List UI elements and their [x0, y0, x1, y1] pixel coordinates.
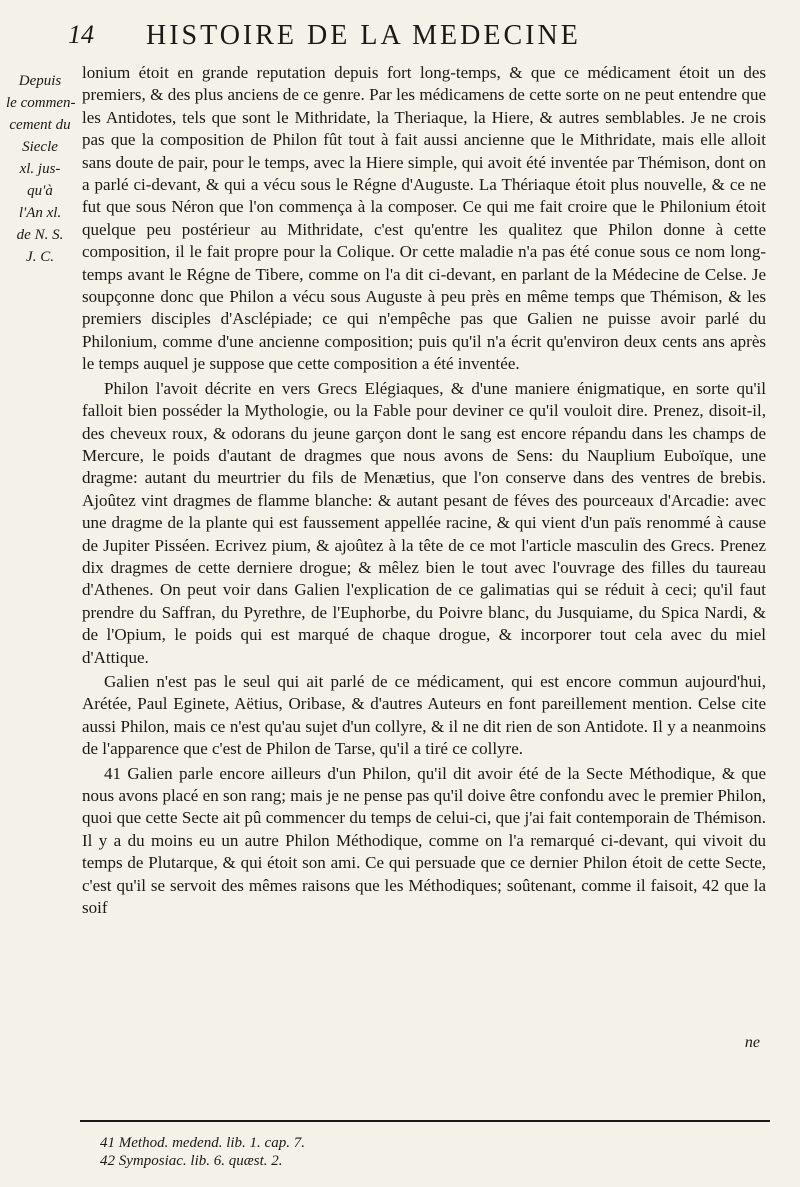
paragraph: 41 Galien parle encore ailleurs d'un Philon, qu'il dit avoir été de la Secte Méthodique, & que nous avons placé en son rang; mais je ne pense pas qu'il doive être confondu avec le premier Philon, quoi que cette Secte ait pû commencer du temps de celui-ci, que j'ai fait contemporain de Thémison. Il y a du moins eu un autre Philon Méthodique, comme on l'a remarqué ci-devant, qui vivoit du temps de Plutarque, & qui étoit son ami. Ce qui persuade que ce dernier Philon étoit de cette Secte, c'est qu'il se servoit des mêmes raisons que les Méthodiques; soûtenant, comme il faisoit, 42 que la soif	[82, 763, 766, 918]
page-header	[68, 14, 768, 54]
footnote-divider	[80, 1120, 770, 1122]
paragraph: lonium étoit en grande reputation depuis fort long-temps, & que ce médicament étoit un des premiers, & des plus anciens de ce genre. Par les médicamens de cette sorte on ne peut entendre que les Antidotes, tels que sont le Mithridate, la Theriaque, la Hiere, & autres semblables. Je ne crois pas que la composition de Philon fût tout à fait aussi ancienne que le Mithridate, mais elle alloit sans doute de pair, pour le temps, avec la Hiere simple, qui avoit été inventée par Thémison, dont on a parlé ci-devant, & qui a vécu sous le Régne d'Auguste. La Thériaque étoit plus nouvelle, & ce ne fut que sous Néron que l'on commença à la composer. Ce qui me fait croire que le Philonium étoit quelque peu postérieur au Mithridate, c'est qu'entre les qualitez que Philon donne à cette composition, il le fait propre pour la Colique. Or cette maladie n'a pas été conue sous ce nom long-temps avant le Régne de Tibere, comme on l'a dit ci-devant, en parlant de la Médecine de Celse. Je soupçonne donc que Philon a vécu sous Auguste à peu près en même temps que Thémison, & les premiers disciples d'Asclépiade; ce qui n'empêche pas que Galien ne puisse avoir parlé du Philonium, comme d'une ancienne composition; puis qu'il n'a écrit qu'environ deux cents ans après le temps auquel je suppose que cette composition a été inventée.	[82, 63, 766, 374]
page-number: 14	[68, 20, 94, 49]
margin-note-line: Depuis	[18, 73, 62, 89]
paragraph: Philon l'avoit décrite en vers Grecs Elégiaques, & d'une maniere énigmatique, en sorte qu'il falloit bien posséder la Mythologie, ou la Fable pour deviner ce qu'il vouloit dire. Prenez, disoit-il, des cheveux roux, & odorans du jeune garçon dont le sang est encore répandu dans les champs de Mercure, le poids d'autant de dragmes que nous avons de Sens: du Nauplium Euboïque, une dragme: autant du meurtrier du fils de Menætius, que l'on conserve dans des ventres de brebis. Ajoûtez vint dragmes de flamme blanche: & autant pesant de féves des pourceaux d'Arcadie: avec une dragme de la plante qui est faussement appellée racine, & qui vient d'un païs renommé à cause de Jupiter Pisséen. Ecrivez pium, & ajoûtez à la tête de ce mot l'article masculin des Grecs. Prenez dix dragmes de cette derniere drogue; & mêlez bien le tout avec l'ouvrage des filles du taureau d'Athenes. On peut voir dans Galien l'explication de ce galimatias qui se réduit à ceci; qu'il faut prendre du Saffran, du Pyrethre, de l'Euphorbe, du Poivre blanc, du Jusquiame, du Spica Nardi, & de l'Opium, le poids qui est marqué de chaque drogue, & incorporer tout cela avec du miel d'Attique.	[82, 378, 766, 667]
paragraph: Galien n'est pas le seul qui ait parlé de ce médicament, qui est encore commun aujourd'hui, Arétée, Paul Eginete, Aëtius, Oribase, & d'autres Auteurs en font pareillement mention. Celse cite aussi Philon, mais ce n'est qu'au sujet d'un collyre, & il ne dit rien de son Antidote. Il y a neanmoins de l'apparence que c'est de Philon de Tarse, qu'il a tiré ce collyre.	[82, 671, 766, 759]
margin-note-line: Siecle	[22, 139, 58, 155]
body-text	[82, 62, 766, 919]
margin-note	[6, 70, 74, 268]
margin-note-line: le commen-	[6, 95, 76, 111]
margin-note-line: l'An xl.	[18, 205, 62, 221]
catchword: ne	[744, 1034, 760, 1051]
margin-note-line: de N. S.	[16, 227, 64, 243]
footnote: 42 Symposiac. lib. 6. quæst. 2.	[100, 1153, 283, 1169]
footnote: 41 Method. medend. lib. 1. cap. 7.	[100, 1135, 305, 1151]
running-title: HISTOIRE DE LA MEDECINE	[146, 20, 581, 51]
margin-note-line: qu'à	[27, 183, 53, 199]
footnotes	[100, 1134, 305, 1170]
margin-note-line: xl. jus-	[19, 161, 61, 177]
margin-note-line: J. C.	[26, 249, 54, 265]
margin-note-line: cement du	[9, 117, 71, 133]
